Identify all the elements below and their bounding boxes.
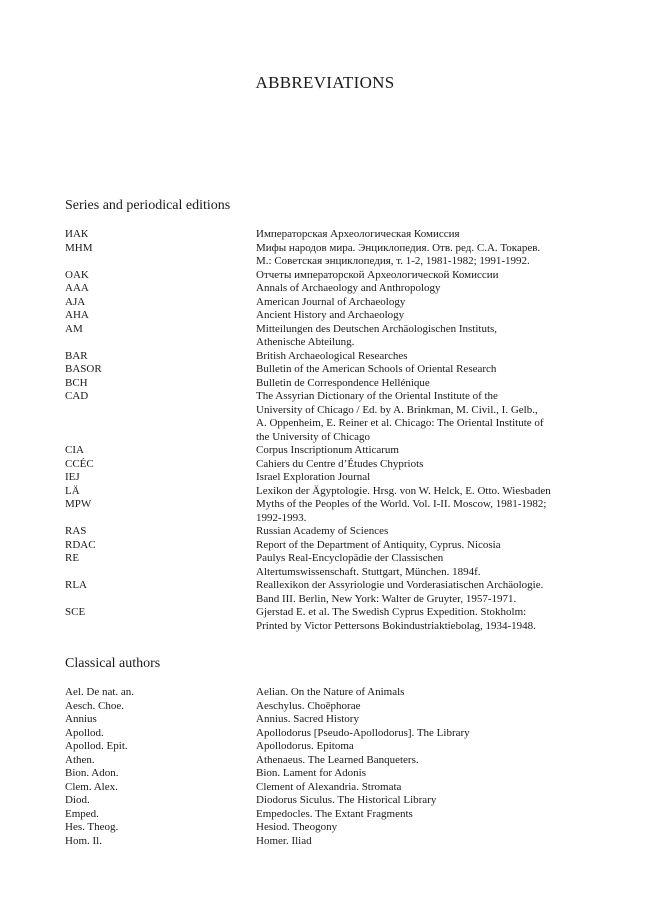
- abbreviation-term: МНМ: [65, 241, 93, 254]
- abbreviation-definition: [256, 781, 590, 795]
- abbreviation-entry: [65, 471, 590, 485]
- definition-line: Отчеты императорской Археологической Комиссии: [256, 268, 499, 281]
- definition-line: Diodorus Siculus. The Historical Library: [256, 794, 437, 806]
- abbreviation-entry: [65, 282, 590, 296]
- definition-line: Russian Academy of Sciences: [256, 525, 389, 537]
- definition-line: Printed by Victor Pettersons Bokindustriaktiebolag, 1934-1948.: [256, 619, 536, 632]
- abbreviation-entry: [65, 269, 590, 283]
- abbreviation-entry: [65, 808, 590, 822]
- abbreviation-definition: [256, 228, 590, 242]
- abbreviation-term: IEJ: [65, 471, 80, 483]
- abbreviation-definition: [256, 498, 590, 525]
- abbreviation-entry: [65, 552, 590, 579]
- definition-line: Ancient History and Archaeology: [256, 309, 405, 321]
- abbreviation-list-series: [65, 228, 590, 633]
- abbreviation-term: CIA: [65, 444, 84, 456]
- definition-line: Band III. Berlin, New York: Walter de Gruyter, 1957-1971.: [256, 592, 517, 605]
- abbreviation-entry: [65, 350, 590, 364]
- definition-line: Athenische Abteilung.: [256, 336, 355, 348]
- abbreviation-list-classical-authors: [65, 686, 590, 848]
- abbreviation-entry: [65, 579, 590, 606]
- abbreviation-definition: [256, 444, 590, 458]
- abbreviation-entry: [65, 309, 590, 323]
- definition-line: Clement of Alexandria. Stromata: [256, 780, 402, 793]
- definition-line: Aelian. On the Nature of Animals: [256, 686, 405, 698]
- abbreviation-entry: [65, 821, 590, 835]
- abbreviation-entry: [65, 700, 590, 714]
- abbreviation-entry: [65, 525, 590, 539]
- abbreviation-entry: [65, 363, 590, 377]
- abbreviation-entry: [65, 754, 590, 768]
- definition-line: Bulletin of the American Schools of Oriental Research: [256, 363, 497, 375]
- abbreviation-definition: [256, 485, 590, 499]
- definition-line: 1992-1993.: [256, 511, 307, 524]
- abbreviation-definition: [256, 552, 590, 579]
- abbreviation-definition: [256, 686, 590, 700]
- definition-line: Bion. Lament for Adonis: [256, 767, 366, 779]
- page-title: ABBREVIATIONS: [255, 73, 395, 92]
- abbreviation-definition: [256, 363, 590, 377]
- abbreviation-entry: [65, 727, 590, 741]
- definition-line: М.: Советская энциклопедия, т. 1-2, 1981-1982; 1991-1992.: [256, 255, 530, 267]
- abbreviation-definition: [256, 390, 590, 444]
- definition-line: Corpus Inscriptionum Atticarum: [256, 444, 399, 456]
- abbreviation-definition: [256, 767, 590, 781]
- abbreviation-term: Apollod. Epit.: [65, 740, 128, 752]
- abbreviation-term: RE: [65, 552, 80, 564]
- abbreviation-definition: [256, 713, 590, 727]
- abbreviation-entry: [65, 458, 590, 472]
- abbreviation-term: Ael. De nat. an.: [65, 686, 135, 698]
- section-heading-series: Series and periodical editions: [65, 198, 231, 213]
- abbreviation-entry: [65, 242, 590, 269]
- abbreviation-term: CAD: [65, 390, 89, 402]
- abbreviation-definition: [256, 377, 590, 391]
- abbreviation-entry: [65, 794, 590, 808]
- definition-line: Reallexikon der Assyriologie und Vorderasiatischen Archäologie.: [256, 579, 544, 591]
- abbreviation-term: BASOR: [65, 363, 102, 375]
- definition-line: Athenaeus. The Learned Banqueters.: [256, 753, 419, 766]
- definition-line: A. Oppenheim, E. Reiner et al. Chicago: The Oriental Institute of: [256, 417, 544, 429]
- abbreviation-term: Bion. Adon.: [65, 767, 119, 779]
- definition-line: American Journal of Archaeology: [256, 295, 406, 308]
- definition-line: Aeschylus. Choēphorae: [256, 699, 361, 712]
- abbreviation-term: Hom. Il.: [65, 834, 102, 847]
- abbreviation-entry: [65, 740, 590, 754]
- abbreviation-definition: [256, 282, 590, 296]
- abbreviation-definition: [256, 350, 590, 364]
- definition-line: Bulletin de Correspondence Hellénique: [256, 376, 430, 389]
- abbreviation-term: SCE: [65, 606, 86, 618]
- abbreviation-term: AJA: [65, 295, 86, 308]
- definition-line: Gjerstad E. et al. The Swedish Cyprus Expedition. Stokholm:: [256, 606, 527, 618]
- abbreviation-entry: [65, 390, 590, 444]
- definition-line: Report of the Department of Antiquity, Cyprus. Nicosia: [256, 538, 501, 551]
- definition-line: Apollodorus. Epitoma: [256, 740, 354, 752]
- abbreviation-term: BAR: [65, 349, 88, 362]
- section-heading-classical-authors: Classical authors: [65, 656, 161, 671]
- abbreviation-entry: [65, 781, 590, 795]
- definition-line: Императорская Археологическая Комиссия: [256, 228, 460, 240]
- abbreviation-definition: [256, 242, 590, 269]
- abbreviation-entry: [65, 377, 590, 391]
- abbreviation-term: Diod.: [65, 794, 90, 806]
- definition-line: Annius. Sacred History: [256, 713, 359, 725]
- definition-line: Israel Exploration Journal: [256, 471, 371, 483]
- abbreviation-term: ИАК: [65, 228, 89, 240]
- definition-line: Lexikon der Ägyptologie. Hrsg. von W. Helck, E. Otto. Wiesbaden: [256, 484, 551, 497]
- abbreviation-entry: [65, 485, 590, 499]
- abbreviation-entry: [65, 606, 590, 633]
- abbreviation-term: AAA: [65, 282, 89, 294]
- abbreviation-definition: [256, 740, 590, 754]
- abbreviation-definition: [256, 700, 590, 714]
- abbreviation-entry: [65, 296, 590, 310]
- definition-line: Mitteilungen des Deutschen Archäologischen Instituts,: [256, 322, 498, 335]
- abbreviation-definition: [256, 525, 590, 539]
- abbreviation-definition: [256, 471, 590, 485]
- definition-line: the University of Chicago: [256, 430, 370, 443]
- abbreviation-definition: [256, 821, 590, 835]
- abbreviation-term: RDAC: [65, 538, 96, 551]
- abbreviation-definition: [256, 754, 590, 768]
- abbreviation-definition: [256, 458, 590, 472]
- abbreviation-term: LÄ: [65, 484, 80, 497]
- abbreviation-term: RLA: [65, 579, 87, 591]
- abbreviation-definition: [256, 296, 590, 310]
- definition-line: Altertumswissenschaft. Stuttgart, München. 1894f.: [256, 565, 481, 578]
- definition-line: Мифы народов мира. Энциклопедия. Отв. ред. С.А. Токарев.: [256, 241, 541, 254]
- abbreviation-entry: [65, 228, 590, 242]
- abbreviation-definition: [256, 727, 590, 741]
- abbreviation-term: Annius: [65, 713, 97, 725]
- abbreviation-term: CCÉC: [65, 457, 94, 470]
- definition-line: The Assyrian Dictionary of the Oriental Institute of the: [256, 390, 498, 402]
- abbreviation-term: Hes. Theog.: [65, 821, 119, 833]
- abbreviation-entry: [65, 539, 590, 553]
- abbreviation-entry: [65, 686, 590, 700]
- abbreviation-definition: [256, 794, 590, 808]
- definition-line: Paulys Real-Encyclopädie der Classischen: [256, 552, 444, 564]
- abbreviation-definition: [256, 835, 590, 849]
- definition-line: Apollodorus [Pseudo-Apollodorus]. The Library: [256, 726, 470, 739]
- abbreviation-term: AHA: [65, 309, 89, 321]
- abbreviation-term: Aesch. Choe.: [65, 699, 124, 712]
- abbreviation-entry: [65, 498, 590, 525]
- definition-line: University of Chicago / Ed. by A. Brinkman, M. Civil., I. Gelb.,: [256, 403, 538, 416]
- abbreviation-entry: [65, 835, 590, 849]
- abbreviation-definition: [256, 539, 590, 553]
- abbreviation-term: Apollod.: [65, 726, 104, 739]
- definition-line: British Archaeological Researches: [256, 349, 408, 362]
- definition-line: Myths of the Peoples of the World. Vol. I-II. Moscow, 1981-1982;: [256, 498, 547, 510]
- abbreviation-term: Clem. Alex.: [65, 780, 118, 793]
- abbreviation-definition: [256, 323, 590, 350]
- abbreviation-definition: [256, 579, 590, 606]
- abbreviation-term: AM: [65, 322, 83, 335]
- abbreviation-term: Athen.: [65, 753, 95, 766]
- abbreviation-definition: [256, 808, 590, 822]
- abbreviation-term: RAS: [65, 525, 87, 537]
- abbreviation-term: MPW: [65, 498, 92, 510]
- abbreviation-entry: [65, 444, 590, 458]
- definition-line: Empedocles. The Extant Fragments: [256, 807, 413, 820]
- abbreviation-definition: [256, 269, 590, 283]
- abbreviation-term: OAK: [65, 268, 89, 281]
- definition-line: Hesiod. Theogony: [256, 821, 338, 833]
- abbreviation-term: BCH: [65, 376, 88, 389]
- abbreviation-entry: [65, 767, 590, 781]
- definition-line: Homer. Iliad: [256, 834, 312, 847]
- abbreviation-definition: [256, 606, 590, 633]
- abbreviation-term: Emped.: [65, 807, 99, 820]
- abbreviation-entry: [65, 713, 590, 727]
- definition-line: Cahiers du Centre d’Études Chypriots: [256, 457, 424, 470]
- definition-line: Annals of Archaeology and Anthropology: [256, 282, 441, 294]
- abbreviation-entry: [65, 323, 590, 350]
- abbreviation-definition: [256, 309, 590, 323]
